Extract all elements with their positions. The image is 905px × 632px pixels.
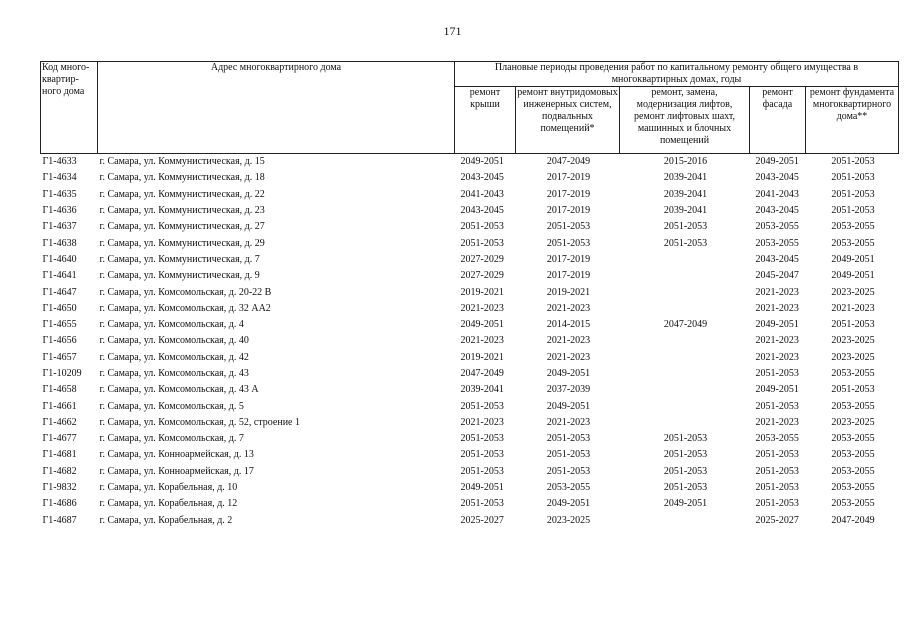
house-code: Г1-4687 — [42, 514, 77, 526]
house-address: г. Самара, ул. Корабельная, д. 10 — [99, 482, 238, 494]
table-row — [41, 350, 899, 366]
house-code: Г1-9832 — [42, 482, 77, 494]
roof-period: 2051-2053 — [460, 221, 504, 233]
table-row — [41, 170, 899, 186]
house-address: г. Самара, ул. Корабельная, д. 2 — [99, 514, 233, 526]
systems-period: 2017-2019 — [546, 253, 591, 265]
house-address: г. Самара, ул. Конноармейская, д. 17 — [99, 465, 254, 477]
table-row — [41, 252, 899, 268]
elevators-period: 2015-2016 — [663, 156, 708, 168]
house-code: Г1-4641 — [42, 270, 77, 282]
elevators-period: 2039-2041 — [663, 205, 708, 217]
house-code: Г1-4633 — [42, 156, 77, 168]
foundation-period: 2053-2055 — [831, 482, 875, 494]
roof-period: 2043-2045 — [460, 172, 504, 184]
table-body — [41, 154, 899, 529]
house-code: Г1-4681 — [42, 449, 77, 461]
house-address: г. Самара, ул. Коммунистическая, д. 22 — [99, 188, 265, 200]
house-address: г. Самара, ул. Комсомольская, д. 42 — [99, 351, 249, 363]
roof-period: 2051-2053 — [460, 237, 504, 249]
facade-period: 2051-2053 — [755, 465, 799, 477]
systems-period: 2019-2021 — [546, 286, 591, 298]
systems-period: 2051-2053 — [546, 433, 591, 445]
facade-period: 2021-2023 — [755, 416, 799, 428]
facade-period: 2051-2053 — [755, 449, 799, 461]
elevators-period — [620, 366, 750, 382]
table-row — [41, 284, 899, 300]
table-row — [41, 496, 899, 512]
systems-period: 2051-2053 — [546, 449, 591, 461]
facade-period: 2049-2051 — [755, 319, 799, 331]
header-elevators: ремонт, замена, модернизация лифтов, ремонт лифтовых шахт, машинных и блочных помещений — [620, 87, 750, 154]
roof-period: 2051-2053 — [460, 400, 504, 412]
table-row — [41, 382, 899, 398]
foundation-period: 2051-2053 — [831, 384, 875, 396]
foundation-period: 2053-2055 — [831, 465, 875, 477]
house-code: Г1-4637 — [42, 221, 77, 233]
house-code: Г1-4655 — [42, 319, 77, 331]
elevators-period: 2039-2041 — [663, 172, 708, 184]
house-code: Г1-10209 — [42, 368, 82, 379]
house-code: Г1-4656 — [42, 335, 77, 347]
table-row — [41, 513, 899, 529]
foundation-period: 2049-2051 — [831, 270, 875, 282]
systems-period: 2014-2015 — [546, 319, 591, 331]
facade-period: 2043-2045 — [755, 253, 799, 265]
elevators-period — [620, 268, 750, 284]
elevators-period — [620, 252, 750, 268]
table-row — [41, 447, 899, 463]
systems-period: 2017-2019 — [546, 188, 591, 200]
foundation-period: 2023-2025 — [831, 335, 875, 347]
house-code: Г1-4661 — [42, 400, 77, 412]
house-code: Г1-4647 — [42, 286, 77, 298]
house-code: Г1-4636 — [42, 205, 77, 217]
house-code: Г1-4677 — [42, 433, 77, 445]
foundation-period: 2053-2055 — [831, 433, 875, 445]
elevators-period — [620, 398, 750, 414]
facade-period: 2025-2027 — [755, 514, 799, 526]
table-row — [41, 154, 899, 171]
facade-period: 2051-2053 — [755, 400, 799, 412]
table-row — [41, 415, 899, 431]
systems-period: 2049-2051 — [546, 400, 591, 412]
header-internal-systems: ремонт внутридомовых инженерных систем, подвальных помещений* — [516, 87, 620, 154]
elevators-period: 2051-2053 — [663, 433, 708, 445]
house-code: Г1-4662 — [42, 416, 77, 428]
house-address: г. Самара, ул. Коммунистическая, д. 15 — [99, 156, 265, 168]
foundation-period: 2051-2053 — [831, 205, 875, 217]
house-address: г. Самара, ул. Комсомольская, д. 20-22 В — [99, 286, 272, 298]
facade-period: 2053-2055 — [755, 237, 799, 249]
facade-period: 2021-2023 — [755, 302, 799, 314]
table-row — [41, 431, 899, 447]
house-address: г. Самара, ул. Комсомольская, д. 4 — [99, 319, 244, 331]
roof-period: 2051-2053 — [460, 449, 504, 461]
house-address: г. Самара, ул. Комсомольская, д. 5 — [99, 400, 244, 412]
table-row — [41, 268, 899, 284]
elevators-period — [620, 513, 750, 529]
foundation-period: 2051-2053 — [831, 156, 875, 168]
systems-period: 2017-2019 — [546, 270, 591, 282]
elevators-period — [620, 284, 750, 300]
repair-schedule-table — [40, 61, 899, 529]
foundation-period: 2053-2055 — [831, 449, 875, 461]
facade-period: 2049-2051 — [755, 384, 799, 396]
systems-period: 2021-2023 — [546, 351, 591, 363]
house-address: г. Самара, ул. Коммунистическая, д. 29 — [99, 237, 265, 249]
house-code: Г1-4657 — [42, 351, 77, 363]
elevators-period: 2051-2053 — [663, 221, 708, 233]
header-periods: Плановые периоды проведения работ по капитальному ремонту общего имущества в многоквартирных домах, годы — [455, 62, 899, 87]
house-address: г. Самара, ул. Конноармейская, д. 13 — [99, 449, 254, 461]
roof-period: 2027-2029 — [460, 270, 504, 282]
table-row — [41, 464, 899, 480]
roof-period: 2049-2051 — [460, 482, 504, 494]
systems-period: 2051-2053 — [546, 221, 591, 233]
elevators-period: 2051-2053 — [663, 465, 708, 477]
foundation-period: 2053-2055 — [831, 498, 875, 510]
foundation-period: 2021-2023 — [831, 302, 875, 314]
table-row — [41, 366, 899, 382]
facade-period: 2021-2023 — [755, 286, 799, 298]
house-code: Г1-4686 — [42, 498, 77, 510]
house-address: г. Самара, ул. Коммунистическая, д. 7 — [99, 253, 260, 265]
roof-period: 2039-2041 — [460, 384, 504, 396]
facade-period: 2021-2023 — [755, 351, 799, 363]
house-address: г. Самара, ул. Коммунистическая, д. 9 — [99, 270, 260, 282]
header-facade: ремонт фасада — [750, 87, 806, 154]
facade-period: 2043-2045 — [755, 172, 799, 184]
foundation-period: 2023-2025 — [831, 416, 875, 428]
roof-period: 2027-2029 — [460, 253, 504, 265]
systems-period: 2053-2055 — [546, 482, 591, 494]
page-number: 171 — [443, 24, 462, 38]
foundation-period: 2047-2049 — [831, 514, 875, 526]
table-row — [41, 203, 899, 219]
elevators-period — [620, 382, 750, 398]
house-code: Г1-4635 — [42, 188, 77, 200]
roof-period: 2051-2053 — [460, 498, 504, 510]
roof-period: 2021-2023 — [460, 335, 504, 347]
roof-period: 2021-2023 — [460, 416, 504, 428]
foundation-period: 2053-2055 — [831, 400, 875, 412]
house-code: Г1-4638 — [42, 237, 77, 249]
systems-period: 2047-2049 — [546, 156, 591, 168]
elevators-period: 2051-2053 — [663, 237, 708, 249]
elevators-period: 2049-2051 — [663, 498, 708, 510]
facade-period: 2045-2047 — [755, 270, 799, 282]
facade-period: 2053-2055 — [755, 433, 799, 445]
roof-period: 2047-2049 — [460, 368, 504, 379]
systems-period: 2017-2019 — [546, 172, 591, 184]
header-roof: ремонт крыши — [455, 87, 516, 154]
systems-period: 2017-2019 — [546, 205, 591, 217]
elevators-period: 2039-2041 — [663, 188, 708, 200]
facade-period: 2053-2055 — [755, 221, 799, 233]
systems-period: 2049-2051 — [546, 368, 591, 379]
systems-period: 2037-2039 — [546, 384, 591, 396]
roof-period: 2049-2051 — [460, 319, 504, 331]
table-row — [41, 333, 899, 349]
facade-period: 2049-2051 — [755, 156, 799, 168]
house-code: Г1-4650 — [42, 302, 77, 314]
foundation-period: 2049-2051 — [831, 253, 875, 265]
elevators-period — [620, 350, 750, 366]
elevators-period: 2051-2053 — [663, 449, 708, 461]
facade-period: 2051-2053 — [755, 368, 799, 379]
table-row — [41, 398, 899, 414]
foundation-period: 2023-2025 — [831, 286, 875, 298]
table-row — [41, 219, 899, 235]
header-foundation: ремонт фундамента многоквартирного дома** — [806, 87, 899, 154]
house-code: Г1-4658 — [42, 384, 77, 396]
facade-period: 2051-2053 — [755, 482, 799, 494]
roof-period: 2019-2021 — [460, 286, 504, 298]
header-code: Код много-квартир-ного дома — [41, 62, 98, 154]
house-address: г. Самара, ул. Коммунистическая, д. 18 — [99, 172, 265, 184]
systems-period: 2051-2053 — [546, 465, 591, 477]
house-address: г. Самара, ул. Комсомольская, д. 52, строение 1 — [99, 416, 300, 428]
house-address: г. Самара, ул. Коммунистическая, д. 27 — [99, 221, 265, 233]
house-address: г. Самара, ул. Комсомольская, д. 43 — [99, 368, 249, 379]
roof-period: 2019-2021 — [460, 351, 504, 363]
systems-period: 2021-2023 — [546, 335, 591, 347]
facade-period: 2041-2043 — [755, 188, 799, 200]
systems-period: 2049-2051 — [546, 498, 591, 510]
roof-period: 2025-2027 — [460, 514, 504, 526]
elevators-period — [620, 415, 750, 431]
elevators-period — [620, 301, 750, 317]
house-address: г. Самара, ул. Коммунистическая, д. 23 — [99, 205, 265, 217]
roof-period: 2043-2045 — [460, 205, 504, 217]
house-code: Г1-4682 — [42, 465, 77, 477]
foundation-period: 2053-2055 — [831, 368, 875, 379]
systems-period: 2021-2023 — [546, 302, 591, 314]
roof-period: 2049-2051 — [460, 156, 504, 168]
house-code: Г1-4640 — [42, 253, 77, 265]
foundation-period: 2051-2053 — [831, 172, 875, 184]
table-row — [41, 480, 899, 496]
elevators-period: 2047-2049 — [663, 319, 708, 331]
elevators-period: 2051-2053 — [663, 482, 708, 494]
roof-period: 2051-2053 — [460, 465, 504, 477]
house-address: г. Самара, ул. Комсомольская, д. 43 А — [99, 384, 259, 396]
systems-period: 2051-2053 — [546, 237, 591, 249]
table-row — [41, 187, 899, 203]
house-address: г. Самара, ул. Комсомольская, д. 7 — [99, 433, 244, 445]
facade-period: 2043-2045 — [755, 205, 799, 217]
foundation-period: 2053-2055 — [831, 237, 875, 249]
roof-period: 2041-2043 — [460, 188, 504, 200]
systems-period: 2023-2025 — [546, 514, 591, 526]
elevators-period — [620, 333, 750, 349]
table-header — [41, 62, 899, 154]
facade-period: 2021-2023 — [755, 335, 799, 347]
header-address: Адрес многоквартирного дома — [98, 62, 455, 154]
house-address: г. Самара, ул. Корабельная, д. 12 — [99, 498, 238, 510]
house-code: Г1-4634 — [42, 172, 77, 184]
table-row — [41, 317, 899, 333]
facade-period: 2051-2053 — [755, 498, 799, 510]
house-address: г. Самара, ул. Комсомольская, д. 32 АА2 — [99, 302, 271, 314]
table-row — [41, 235, 899, 251]
systems-period: 2021-2023 — [546, 416, 591, 428]
table-row — [41, 301, 899, 317]
house-address: г. Самара, ул. Комсомольская, д. 40 — [99, 335, 249, 347]
foundation-period: 2053-2055 — [831, 221, 875, 233]
foundation-period: 2051-2053 — [831, 188, 875, 200]
foundation-period: 2023-2025 — [831, 351, 875, 363]
foundation-period: 2051-2053 — [831, 319, 875, 331]
roof-period: 2051-2053 — [460, 433, 504, 445]
roof-period: 2021-2023 — [460, 302, 504, 314]
